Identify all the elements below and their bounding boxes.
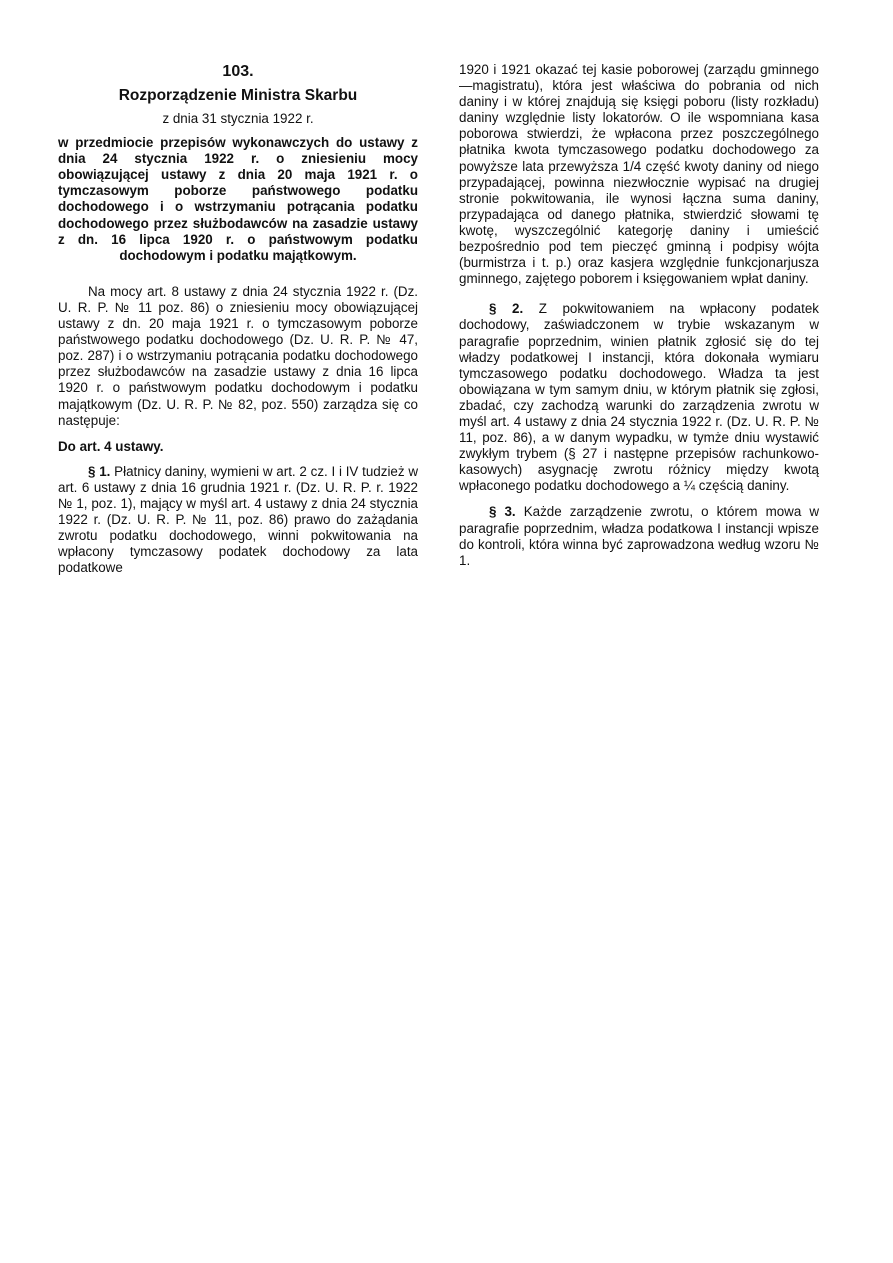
section-heading: Do art. 4 ustawy. — [58, 438, 164, 454]
document-title: Rozporządzenie Ministra Skarbu — [118, 87, 358, 104]
paragraph-2-text: Z pokwitowaniem na wpłacony podatek dochodowy, zaświadczonem w trybie wskazanym w paragrafie poprzednim, winien płatnik zgłosić się do tej władzy podatkowej I instancji, która dokonała wymiaru tymczasowego podatku dochodowego. Władza ta jest obowiązana w tym samym dniu, w którym płatnik się zgłosi, zbadać, czy zachodzą warunki do zarządzenia zwrotu w myśl art. 4 ustawy z dnia 24 stycznia 1922 r. (Dz. U. R. P. № 11, poz. 86), a w danym wypadku, w tymże dniu wystawić zwykłym trybem (§ 27 i następne przepisów rachunkowo-kasowych) asygnację zwrotu różnicy między kwotą wpłaconego podatku dochodowego a ¼ częścią daniny. — [459, 301, 819, 494]
right-column — [459, 62, 819, 579]
document-number: 103. — [222, 63, 254, 80]
paragraph-3 — [459, 504, 819, 568]
document-subject: w przedmiocie przepisów wykonawczych do ustawy z dnia 24 stycznia 1922 r. o zniesieniu mocy obowiązującej ustawy z dnia 20 maja 1921 r. o tymczasowym poborze państwowego podatku dochodowego i o wstrzymaniu potrącania podatku dochodowego przez służbodawców na zasadzie ustawy z dn. 16 lipca 1920 r. o państwowym podatku dochodowym i podatku majątkowym. — [58, 135, 418, 263]
paragraph-3-mark: § 3. — [489, 504, 516, 520]
paragraph-1 — [58, 464, 418, 577]
paragraph-2-mark: § 2. — [489, 301, 524, 317]
paragraph-2 — [459, 301, 819, 494]
paragraph-1-text: Płatnicy daniny, wymieni w art. 2 cz. I i IV tudzież w art. 6 ustawy z dnia 16 grudnia 1921 r. (Dz. U. R. P. r. 1922 № 1, poz. 1), mający w myśl art. 4 ustawy z dnia 24 stycznia 1922 r. (Dz. U. R. P. № 11, poz. 86) prawo do zażądania zwrotu podatku dochodowego, winni pokwitowania na wpłacony tymczasowy podatek dochodowy za lata podatkowe — [58, 463, 418, 576]
preamble-paragraph: Na mocy art. 8 ustawy z dnia 24 stycznia 1922 r. (Dz. U. R. P. № 11 poz. 86) o zniesieniu mocy obowiązującej ustawy z dn. 20 maja 1921 r. o tymczasowym poborze państwowego podatku dochodowego (Dz. U. R. P. № 47, poz. 287) i o wstrzymaniu potrącania podatku dochodowego przez służbodawców na zasadzie ustawy z dnia 16 lipca 1920 r. o państwowym podatku dochodowym i podatku majątkowym (Dz. U. R. P. № 82, poz. 550) zarządza się co następuje: — [58, 283, 418, 428]
paragraph-1-mark: § 1. — [88, 463, 111, 479]
left-column — [58, 62, 418, 586]
paragraph-3-text: Każde zarządzenie zwrotu, o którem mowa w paragrafie poprzednim, władza podatkowa I instancji wpisze do kontroli, która winna być zaprowadzona według wzoru № 1. — [459, 504, 819, 568]
paragraph-1-continuation: 1920 i 1921 okazać tej kasie poborowej (zarządu gminnego—magistratu), która jest właściwa do pobrania od nich daniny i w której znajdują się księgi poboru (listy rozkładu) daniny względnie listy lokatorów. O ile wspomniana kasa poborowa stwierdzi, że wpłacona przez poszczególnego płatnika kwota tymczasowego podatku dochodowego za powyższe lata przewyższa 1/4 część kwoty daniny od niego przypadającej, powinna niezwłocznie wypisać na drugiej stronie pokwitowania, ile wynosi łączna suma daniny, przypadająca od danego płatnika, stwierdzić słowami tę kwotę, wyszczególnić kategorję daniny i umieścić bezpośrednio pod tem pieczęć gminną i podpisy wójta (burmistrza i t. p.) oraz kasjera względnie funkcjonarjusza gminnego, zajętego poborem i księgowaniem wpłat daniny. — [459, 62, 819, 287]
document-date: z dnia 31 stycznia 1922 r. — [162, 111, 314, 126]
